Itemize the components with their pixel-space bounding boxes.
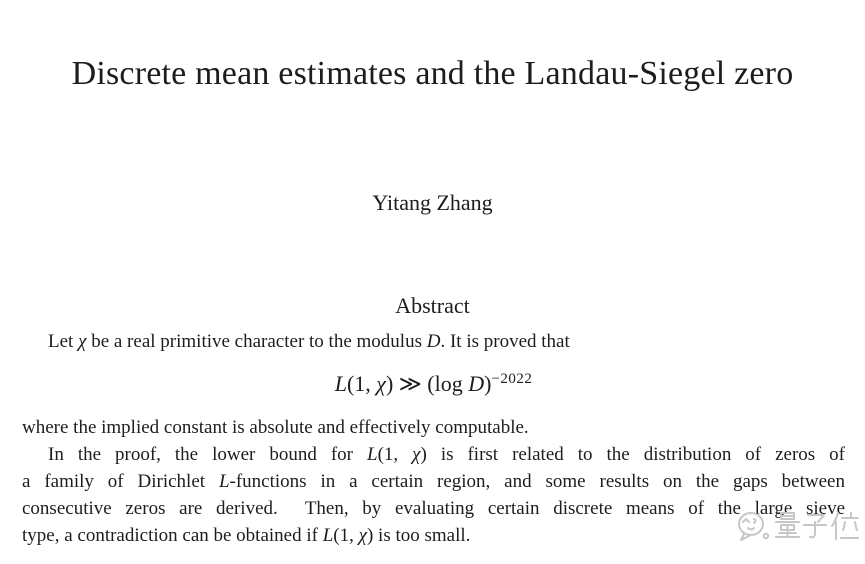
abstract-line-proof-4: type, a contradiction can be obtained if L(1, χ) is too small. bbox=[22, 524, 471, 546]
displayed-formula: L(1, χ) ≫ (log D)$^{-2022}$ bbox=[334, 370, 533, 396]
chat-bubble-face-icon bbox=[734, 510, 770, 542]
abstract-line-proof-1: In the proof, the lower bound for L(1, χ) is first related to the distribution of zeros of bbox=[48, 443, 846, 465]
qbitai-watermark bbox=[734, 506, 859, 546]
abstract-heading: Abstract bbox=[395, 293, 470, 318]
watermark-cjk-text bbox=[775, 511, 859, 541]
paper-title: Discrete mean estimates and the Landau-Siegel zero bbox=[71, 54, 794, 92]
abstract-line-proof-2: a family of Dirichlet L-functions in a certain region, and some results on the gaps between bbox=[22, 470, 845, 492]
abstract-body bbox=[22, 328, 845, 549]
abstract-line-proof-3: consecutive zeros are derived. Then, by evaluating certain discrete means of the large sieve bbox=[22, 497, 845, 519]
abstract-intro-line: Let χ be a real primitive character to the modulus D. It is proved that bbox=[48, 331, 570, 352]
paper-author: Yitang Zhang bbox=[372, 190, 493, 215]
abstract-line-where: where the implied constant is absolute and effectively computable. bbox=[22, 416, 529, 438]
